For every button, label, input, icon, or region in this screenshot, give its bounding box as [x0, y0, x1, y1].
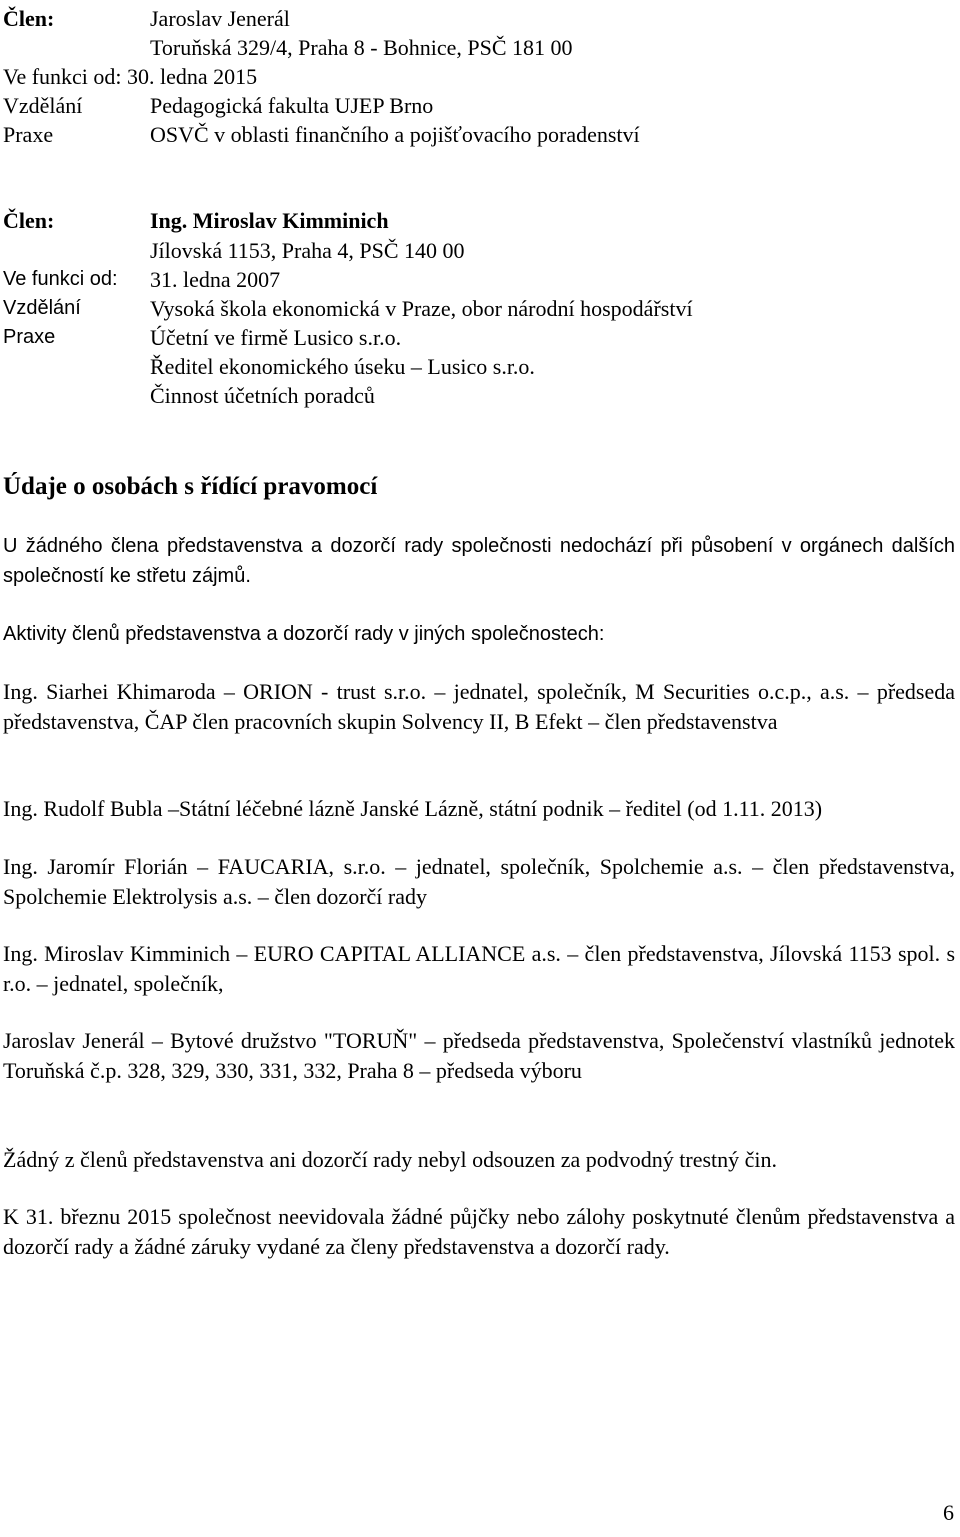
- member1-since: Ve funkci od: 30. ledna 2015: [3, 64, 258, 89]
- member2-prax-item: Ředitel ekonomického úseku – Lusico s.r.o.: [150, 354, 535, 379]
- member2-prax-item: Účetní ve firmě Lusico s.r.o.: [150, 325, 402, 350]
- member2-edu-value: Vysoká škola ekonomická v Praze, obor národní hospodářství: [150, 296, 693, 321]
- member2-prax-item: Činnost účetních poradců: [150, 383, 375, 408]
- member1-edu-label: Vzdělání: [3, 93, 83, 118]
- member2-address: Jílovská 1153, Praha 4, PSČ 140 00: [150, 238, 465, 263]
- member1-prax-label: Praxe: [3, 122, 54, 147]
- intro-paragraph: U žádného člena představenstva a dozorčí rady společnosti nedochází při působení v orgánech dalších společností ke střetu zájmů.: [3, 535, 955, 587]
- member2-edu-label: Vzdělání: [3, 297, 81, 319]
- activities-label: Aktivity členů představenstva a dozorčí rady v jiných společnostech:: [3, 623, 605, 645]
- member1-label: Člen:: [3, 6, 55, 31]
- activity-item: Ing. Rudolf Bubla –Státní léčebné lázně Janské Lázně, státní podnik – ředitel (od 1.11. 2013): [3, 796, 823, 821]
- activity-item: Ing. Jaromír Florián – FAUCARIA, s.r.o. – jednatel, společník, Spolchemie a.s. – člen představenstva, Spolchemie Elektrolysis a.s. – člen dozorčí rady: [3, 854, 955, 909]
- member1-address: Toruňská 329/4, Praha 8 - Bohnice, PSČ 181 00: [150, 35, 573, 60]
- page-number: 6: [943, 1500, 954, 1525]
- member1-prax-value: OSVČ v oblasti finančního a pojišťovacího poradenství: [150, 122, 640, 147]
- member2-name: Ing. Miroslav Kimminich: [150, 208, 389, 233]
- closing-statement: Žádný z členů představenstva ani dozorčí rady nebyl odsouzen za podvodný trestný čin.: [3, 1147, 778, 1172]
- closing-statement: K 31. březnu 2015 společnost neevidovala žádné půjčky nebo zálohy poskytnuté členům představenstva a dozorčí rady a žádné záruky vydané za členy představenstva a dozorčí rady.: [3, 1204, 955, 1259]
- member1-edu-value: Pedagogická fakulta UJEP Brno: [150, 93, 434, 118]
- activity-item: Ing. Miroslav Kimminich – EURO CAPITAL ALLIANCE a.s. – člen představenstva, Jílovská 1153 spol. s r.o. – jednatel, společník,: [3, 941, 955, 996]
- section-heading: Údaje o osobách s řídící pravomocí: [3, 473, 378, 500]
- member2-label: Člen:: [3, 208, 55, 233]
- member2-since-value: 31. ledna 2007: [150, 267, 281, 292]
- member2-since-label: Ve funkci od:: [3, 268, 118, 290]
- activity-item: Ing. Siarhei Khimaroda – ORION - trust s.r.o. – jednatel, společník, M Securities o.c.p., a.s. – předseda představenstva, ČAP člen pracovních skupin Solvency II, B Efekt – člen představenstva: [3, 679, 955, 734]
- member1-name: Jaroslav Jenerál: [150, 6, 290, 31]
- member2-prax-label: Praxe: [3, 326, 56, 348]
- activity-item: Jaroslav Jenerál – Bytové družstvo "TORUŇ" – předseda představenstva, Společenství vlastníků jednotek Toruňská č.p. 328, 329, 330, 331, 332, Praha 8 – předseda výboru: [3, 1028, 955, 1083]
